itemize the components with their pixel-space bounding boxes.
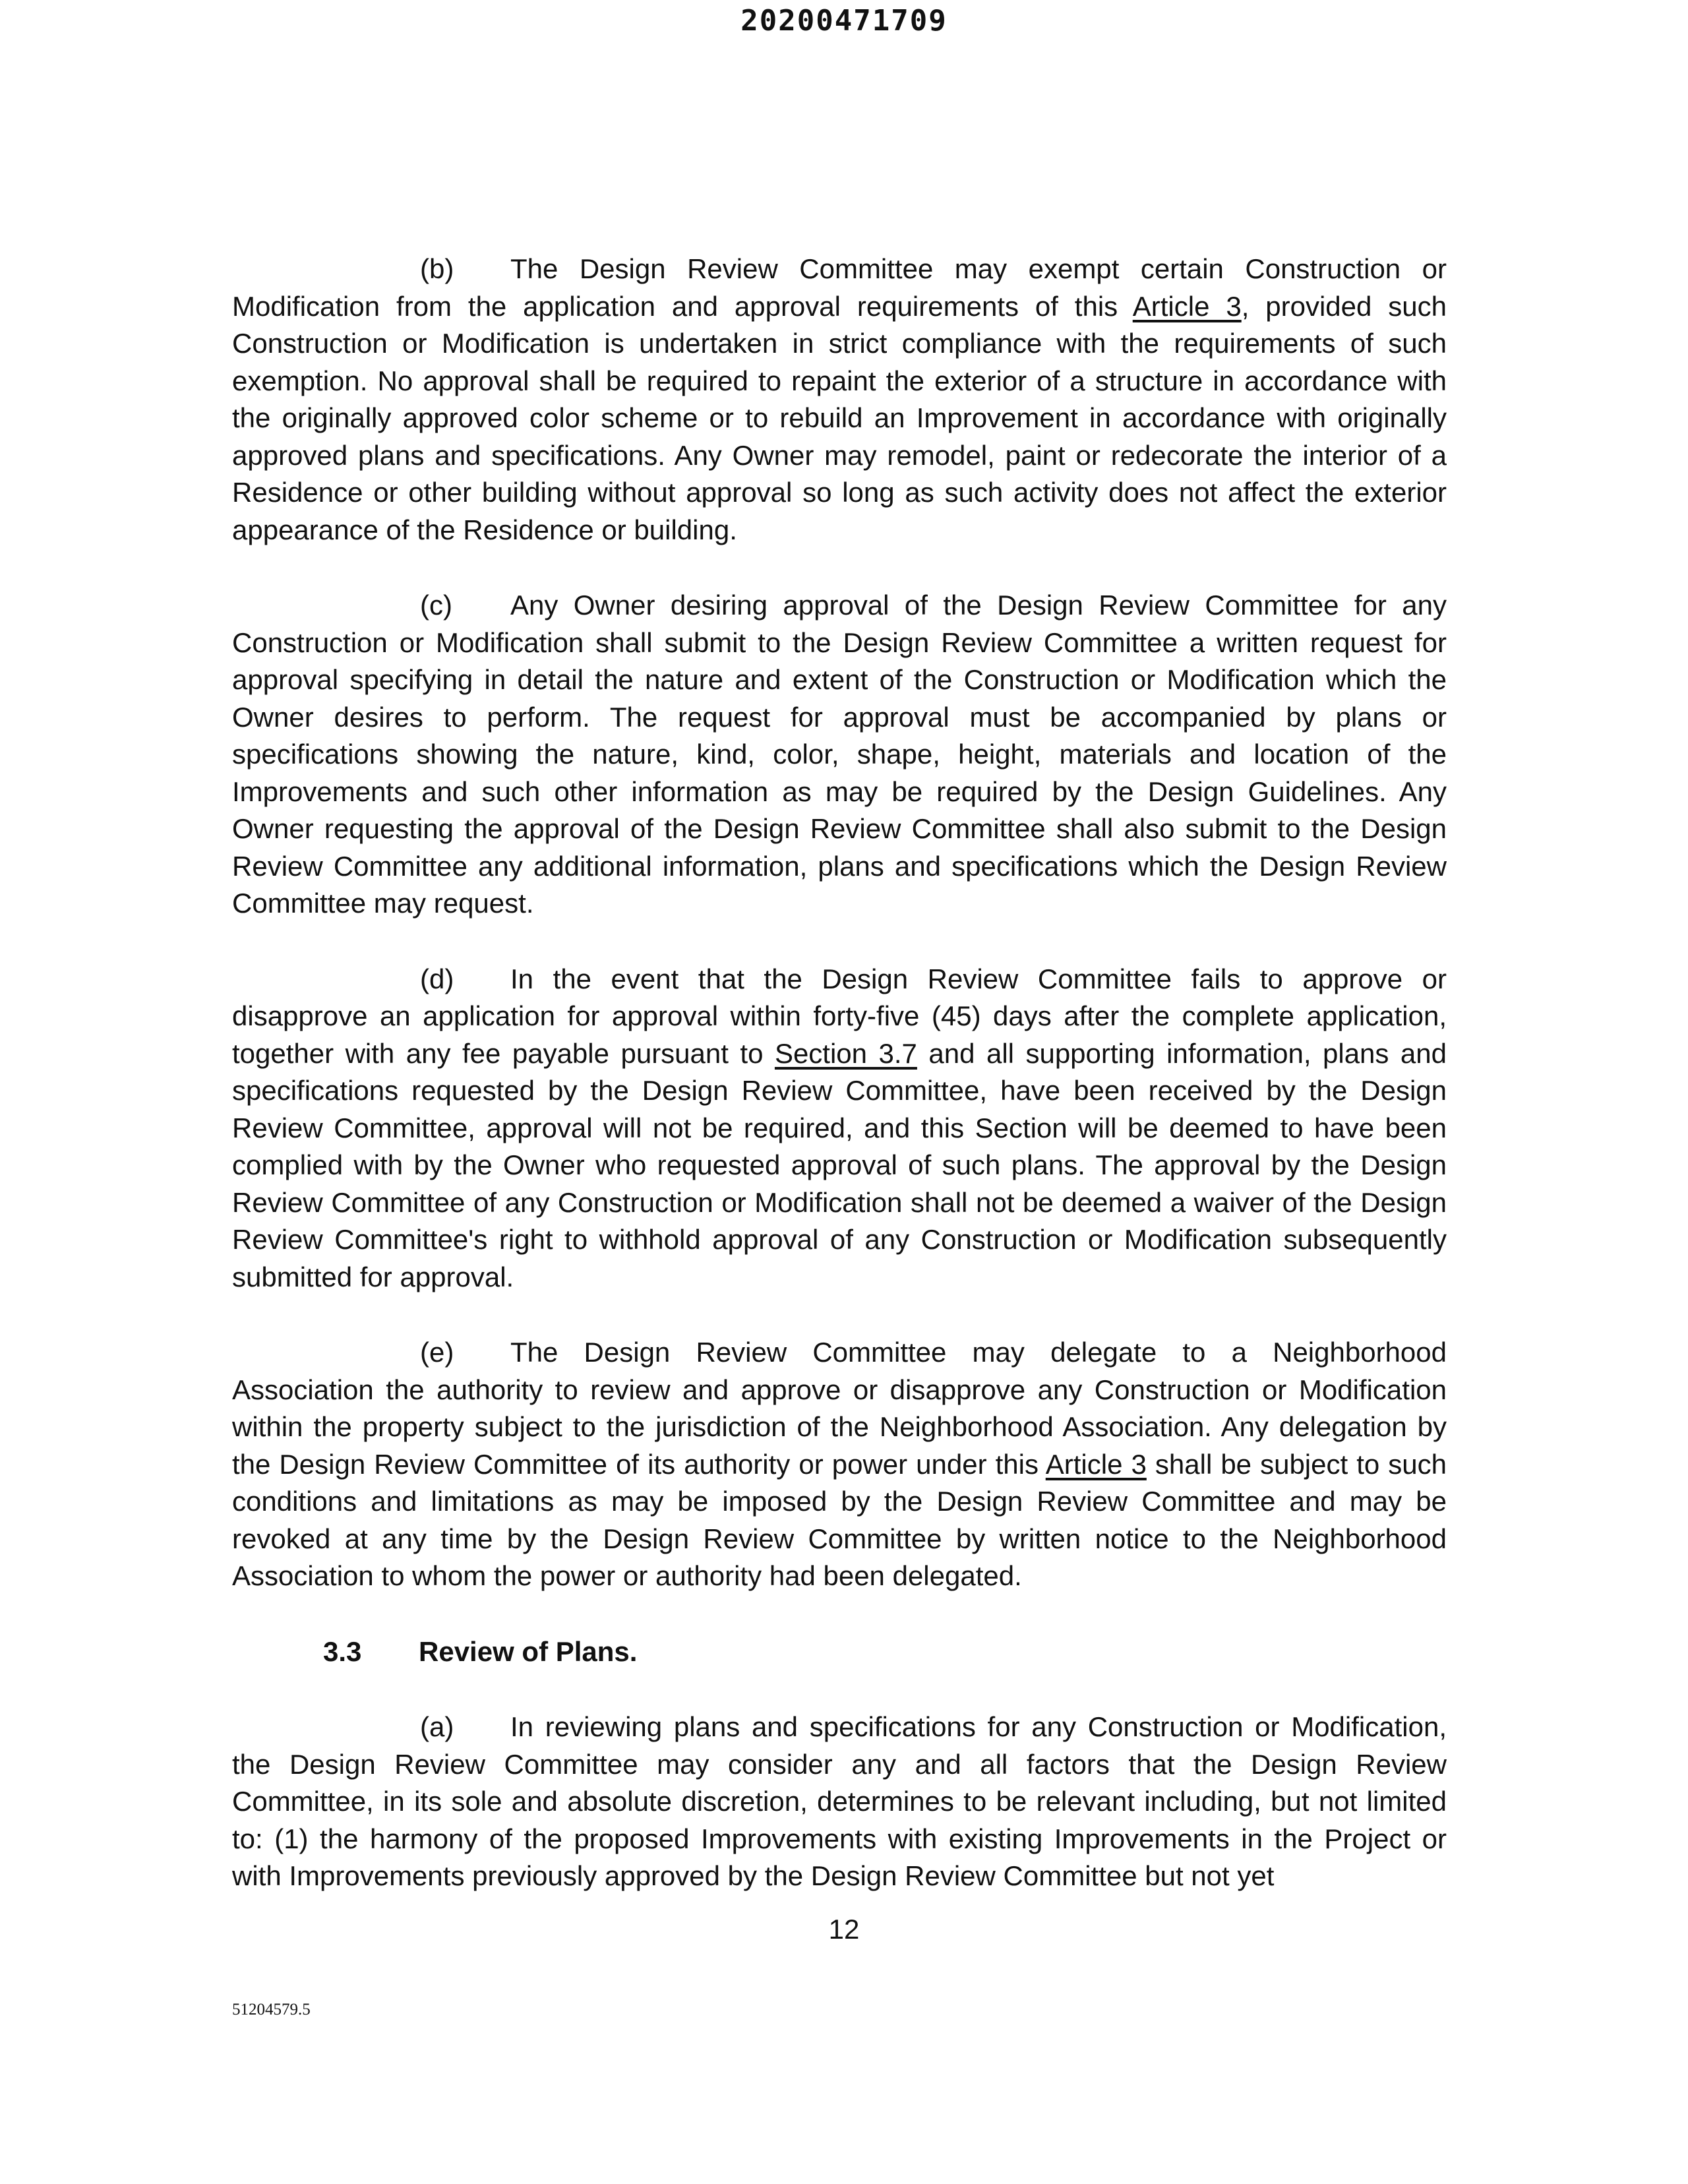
- paragraph-e: [232, 1334, 1447, 1595]
- paragraph-text: In reviewing plans and specifications for any Construction or Modification, the Design Review Committee may consider any and all factors that the Design Review Committee, in its sole and absolute discretion, determines to be relevant including, but not limited to: (1) the harmony of the proposed Improvements with existing Improvements in the Project or with Improvements previously approved by the Design Review Committee but not yet: [232, 1711, 1447, 1891]
- paragraph-text: , provided such Construction or Modification is undertaken in strict compliance with the requirements of such exemption. No approval shall be required to repaint the exterior of a structure in accordance with the originally approved color scheme or to rebuild an Improvement in accordance with originally approved plans and specifications. Any Owner may remodel, paint or redecorate the interior of a Residence or other building without approval so long as such activity does not affect the exterior appearance of the Residence or building.: [232, 290, 1447, 545]
- paragraph-label: (d): [420, 963, 454, 994]
- paragraph-label: (e): [420, 1337, 454, 1368]
- paragraph-3-3-a: [232, 1709, 1447, 1895]
- section-title: Review of Plans.: [419, 1635, 638, 1667]
- paragraph-label: (c): [420, 590, 452, 621]
- paragraph-label: (b): [420, 253, 454, 284]
- recording-number: 20200471709: [740, 4, 948, 38]
- page-number: 12: [828, 1914, 860, 1945]
- paragraph-text: The Design Review Committee may delegate to a Neighborhood Association the authority to review and approve or disapprove any Construction or Modification within the property subject to the jurisdiction of the Neighborhood Association. Any delegation by the Design Review Committee of its authority or power under this: [232, 1337, 1447, 1480]
- paragraph-label: (a): [420, 1711, 454, 1742]
- document-id: 51204579.5: [232, 2001, 311, 2018]
- document-body: [232, 251, 1447, 1933]
- paragraph-text: The Design Review Committee may exempt certain Construction or Modification from the application and approval requirements of this: [232, 253, 1447, 322]
- paragraph-text: Any Owner desiring approval of the Design Review Committee for any Construction or Modification shall submit to the Design Review Committee a written request for approval specifying in detail the nature and extent of the Construction or Modification which the Owner desires to perform. The request for approval must be accompanied by plans or specifications showing the nature, kind, color, shape, height, materials and location of the Improvements and such other information as may be required by the Design Guidelines. Any Owner requesting the approval of the Design Review Committee shall also submit to the Design Review Committee any additional information, plans and specifications which the Design Review Committee may request.: [232, 590, 1447, 919]
- paragraph-text: In the event that the Design Review Committee fails to approve or disapprove an application for approval within forty-five (45) days after the complete application, together with any fee payable pursuant to: [232, 963, 1447, 1069]
- article-reference: Article 3: [1132, 290, 1242, 322]
- paragraph-text: shall be subject to such conditions and limitations as may be imposed by the Design Review Committee and may be revoked at any time by the Design Review Committee by written notice to the Neighborhood Association to whom the power or authority had been delegated.: [232, 1448, 1447, 1591]
- paragraph-text: and all supporting information, plans and specifications requested by the Design Review Committee, have been received by the Design Review Committee, approval will not be required, and this Section will be deemed to have been complied with by the Owner who requested approval of such plans. The approval by the Design Review Committee of any Construction or Modification shall not be deemed a waiver of the Design Review Committee's right to withhold approval of any Construction or Modification subsequently submitted for approval.: [232, 1037, 1447, 1292]
- paragraph-d: [232, 961, 1447, 1296]
- paragraph-c: [232, 587, 1447, 923]
- section-reference: Section 3.7: [774, 1037, 917, 1069]
- article-reference: Article 3: [1045, 1448, 1147, 1480]
- paragraph-b: [232, 251, 1447, 549]
- section-number: 3.3: [323, 1635, 362, 1667]
- section-heading: [232, 1633, 1447, 1671]
